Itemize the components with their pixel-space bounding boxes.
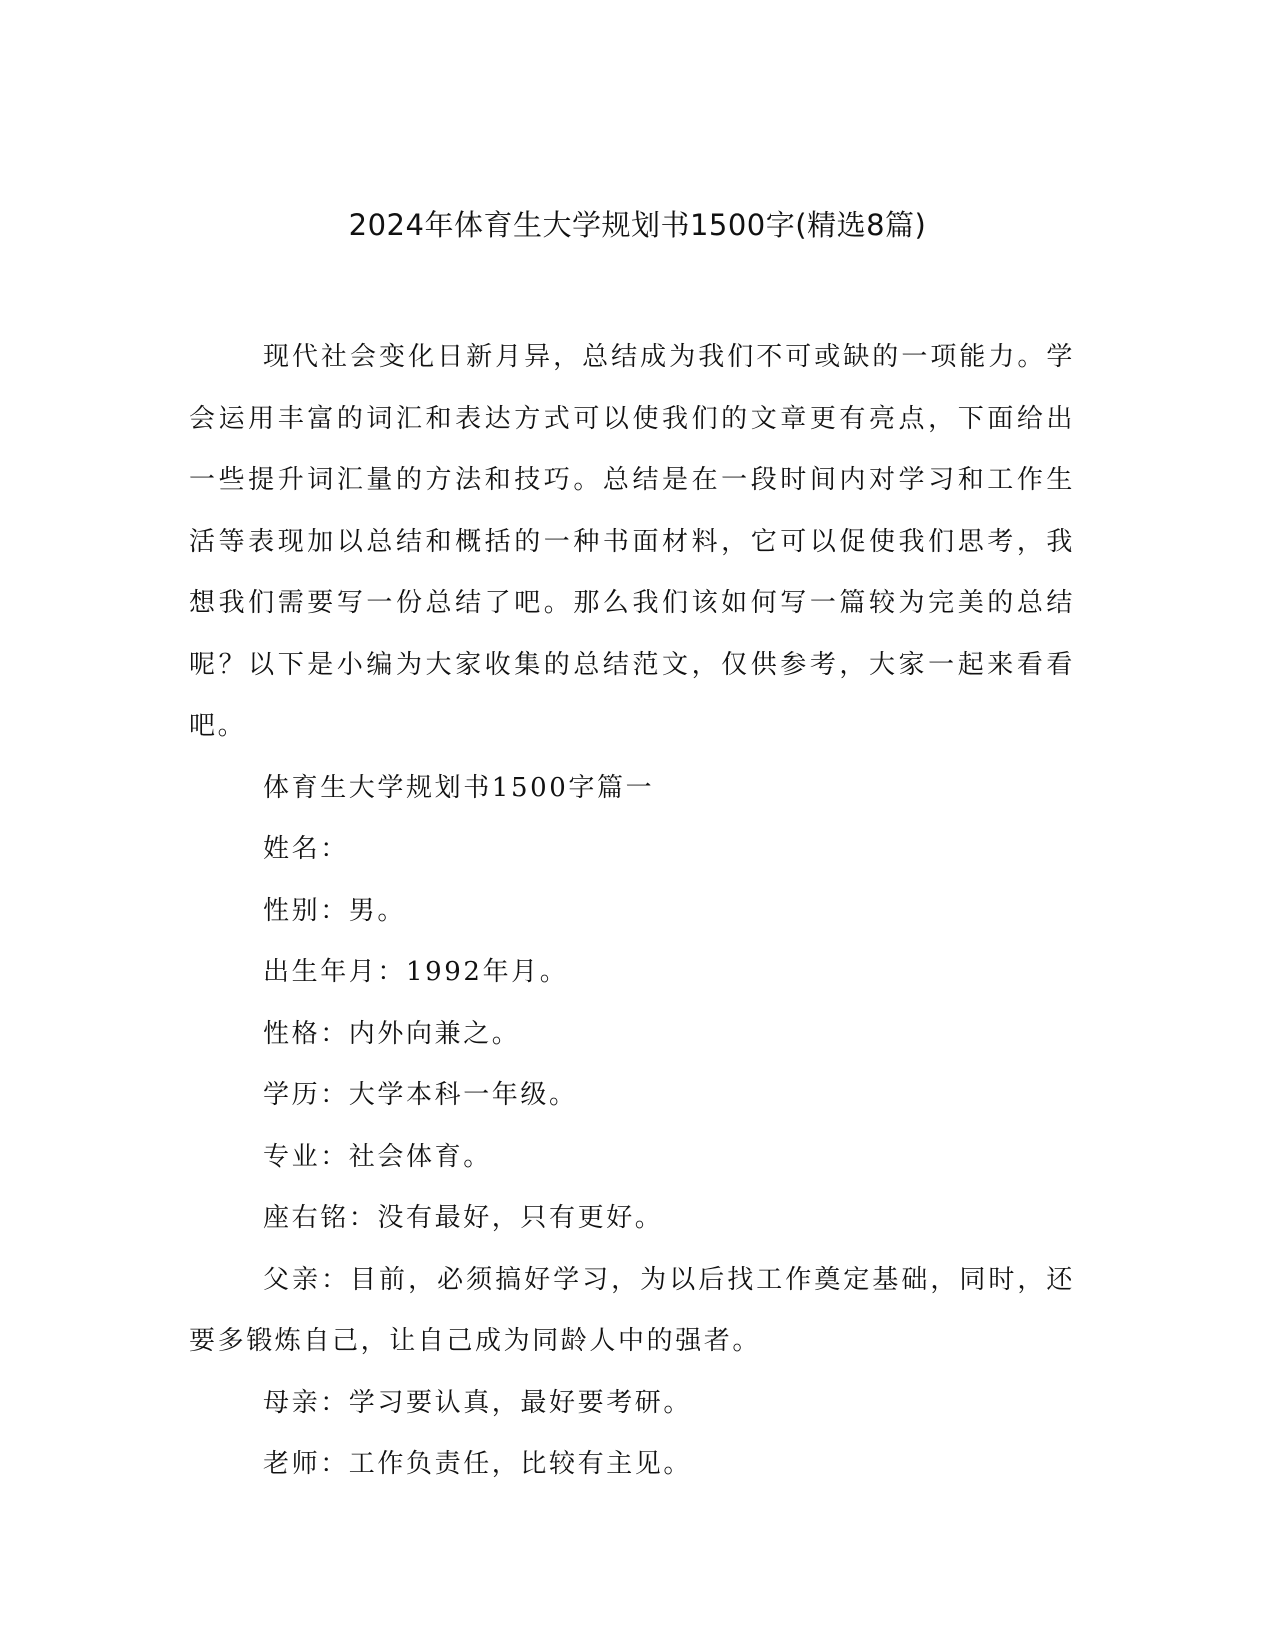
field-gender: 性别：男。 [263,895,407,926]
comment-father: 父亲：目前，必须搞好学习，为以后找工作奠定基础，同时，还要多锻炼自己，让自己成为同龄人中的强者。 [189,1264,1075,1356]
field-name: 姓名： [263,834,349,864]
comment-mother: 母亲：学习要认真，最好要考研。 [263,1387,693,1418]
section-heading: 体育生大学规划书1500字篇一 [263,772,655,803]
field-personality: 性格：内外向兼之。 [263,1018,521,1049]
intro-paragraph: 现代社会变化日新月异，总结成为我们不可或缺的一项能力。学会运用丰富的词汇和表达方式可以使我们的文章更有亮点，下面给出一些提升词汇量的方法和技巧。总结是在一段时间内对学习和工作生活等表现加以总结和概括的一种书面材料，它可以促使我们思考，我想我们需要写一份总结了吧。那么我们该如何写一篇较为完美的总结呢？以下是小编为大家收集的总结范文，仅供参考，大家一起来看看吧。 [189,342,1075,741]
field-motto: 座右铭：没有最好，只有更好。 [263,1203,664,1233]
comment-teacher: 老师：工作负责任，比较有主见。 [263,1449,693,1479]
document-body [189,327,1075,1496]
field-birth-date: 出生年月：1992年月。 [263,957,569,987]
field-major: 专业：社会体育。 [263,1141,492,1172]
field-education: 学历：大学本科一年级。 [263,1080,578,1110]
document-title: 2024年体育生大学规划书1500字(精选8篇) [348,208,927,242]
